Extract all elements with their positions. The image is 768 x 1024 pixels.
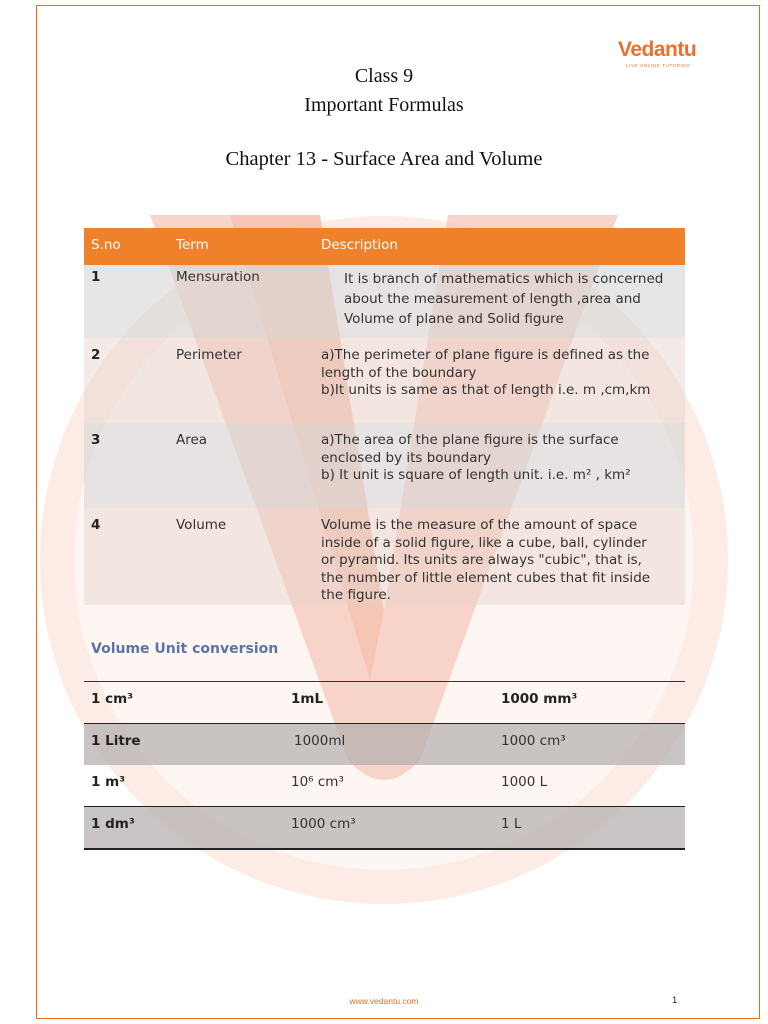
description-line: enclosed by its boundary [321,449,492,466]
row-description [314,265,685,338]
row-term: Perimeter [176,347,242,363]
volume-conversion-heading: Volume Unit conversion [91,641,279,657]
row-term: Mensuration [176,269,260,285]
row-term: Area [176,432,208,448]
header-sno: S.no [84,228,169,265]
row-sno: 3 [91,432,101,448]
conversion-equivalent: 1000 cm³ [494,724,685,766]
row-description [314,508,685,605]
table-row [84,682,685,724]
row-description [314,423,685,508]
row-term: Volume [176,517,227,533]
conversion-equivalent: 10⁶ cm³ [291,773,344,790]
conversion-unit: 1 dm³ [84,807,284,850]
table-row [84,807,685,850]
table-row [84,724,685,766]
table-row [84,765,685,807]
description-line: inside of a solid figure, like a cube, ball, cylinder [321,534,647,551]
conversion-equivalent: 1000 cm³ [284,807,494,850]
description-line: the figure. [321,587,391,603]
description-line: length of the boundary [321,364,477,381]
description-line: Volume of plane and Solid figure [344,311,564,327]
conversion-unit: 1 cm³ [84,682,284,724]
row-sno: 2 [91,347,101,363]
logo-wordmark: Vedantu [618,38,697,61]
formula-table [84,228,685,605]
conversion-equivalent: 1000 mm³ [494,682,685,724]
description-line: the number of little element cubes that fit inside [321,569,651,586]
table-row [84,508,685,605]
description-line: It is branch of mathematics which is concerned [344,271,664,287]
document-title: Important Formulas [304,94,464,116]
formula-table-header [84,228,685,265]
row-sno: 1 [91,269,101,285]
table-row [84,338,685,423]
description-line: or pyramid. Its units are always "cubic", that is, [321,552,642,568]
table-row [84,265,685,338]
conversion-equivalent: 1000ml [284,724,494,766]
footer-website-link[interactable]: www.vedantu.com [349,996,419,1006]
header-description: Description [314,228,685,265]
conversion-equivalent: 1000 L [501,773,548,790]
description-line: Volume is the measure of the amount of space [321,517,638,533]
class-title: Class 9 [354,65,414,87]
logo-tagline: LIVE ONLINE TUTORING [626,63,691,68]
chapter-title: Chapter 13 - Surface Area and Volume [225,148,543,170]
header-term: Term [169,228,314,265]
page-number: 1 [672,995,678,1006]
conversion-equivalent: 1mL [284,682,494,724]
volume-conversion-table [84,681,685,850]
conversion-unit: 1 m³ [91,773,126,790]
description-line: a)The perimeter of plane figure is defined as the [321,347,650,363]
row-description [314,338,685,423]
description-line: a)The area of the plane figure is the surface [321,432,619,448]
conversion-unit: 1 Litre [84,724,284,766]
conversion-equivalent: 1 L [494,807,685,850]
description-line: about the measurement of length ,area and [344,291,641,307]
description-line: b) It unit is square of length unit. i.e. m² , km² [321,467,631,483]
description-line: b)It units is same as that of length i.e. m ,cm,km [321,382,651,398]
table-row [84,423,685,508]
row-sno: 4 [91,517,101,533]
